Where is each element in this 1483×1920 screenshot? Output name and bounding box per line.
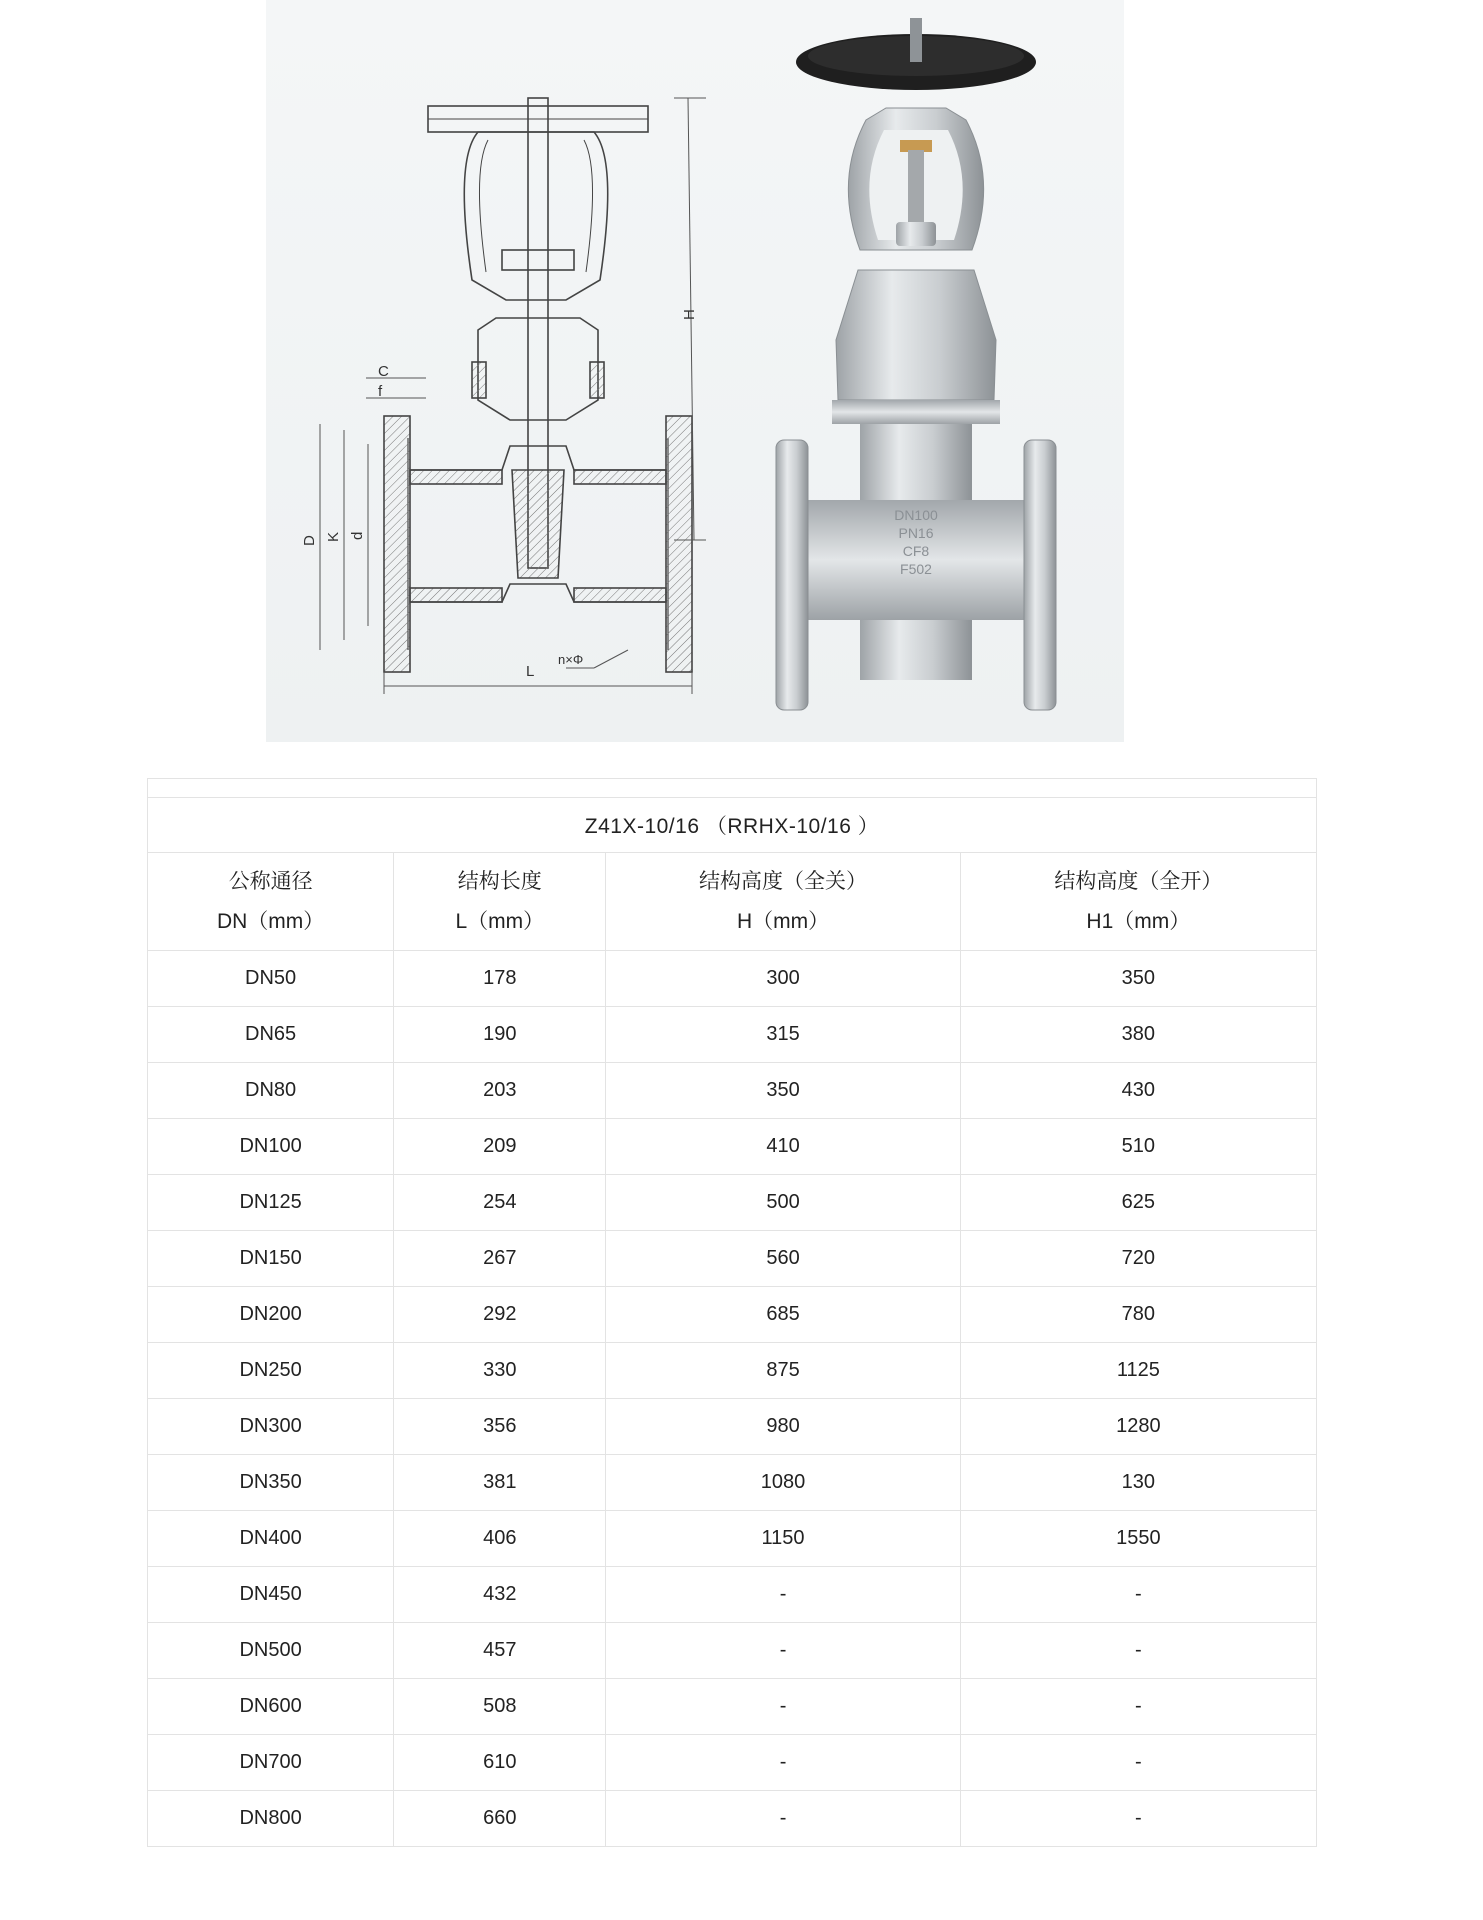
drawing-left-flange xyxy=(384,416,410,672)
table-row xyxy=(148,1735,1317,1791)
cell-length: 406 xyxy=(394,1511,606,1567)
cell-height-closed: - xyxy=(606,1679,960,1735)
dimension-label-f: f xyxy=(378,383,383,400)
cell-length: 292 xyxy=(394,1287,606,1343)
cell-dn: DN800 xyxy=(148,1791,394,1847)
left-flange xyxy=(776,440,808,710)
dimension-label-l: L xyxy=(526,663,535,680)
cell-length: 356 xyxy=(394,1399,606,1455)
table-body xyxy=(148,951,1317,1847)
cell-dn: DN400 xyxy=(148,1511,394,1567)
table-row xyxy=(148,1119,1317,1175)
bonnet xyxy=(836,270,996,400)
cell-height-open: 780 xyxy=(960,1287,1316,1343)
cell-height-open: - xyxy=(960,1623,1316,1679)
table-row xyxy=(148,1567,1317,1623)
table-row xyxy=(148,1399,1317,1455)
header-unit: DN（mm） xyxy=(216,909,325,933)
cell-dn: DN125 xyxy=(148,1175,394,1231)
cell-length: 381 xyxy=(394,1455,606,1511)
table-row xyxy=(148,1455,1317,1511)
table-title: Z41X-10/16 （RRHX-10/16 ） xyxy=(148,798,1317,853)
cell-height-open: 350 xyxy=(960,951,1316,1007)
cell-length: 254 xyxy=(394,1175,606,1231)
body-marking-material: CF8 xyxy=(902,543,930,559)
drawing-gate xyxy=(512,470,564,578)
header-height-open xyxy=(960,853,1316,951)
body-marking-size: DN100 xyxy=(894,507,938,523)
cell-height-closed: 685 xyxy=(606,1287,960,1343)
table-row xyxy=(148,1511,1317,1567)
cell-height-closed: 300 xyxy=(606,951,960,1007)
drawing-yoke xyxy=(464,132,607,300)
table-row xyxy=(148,951,1317,1007)
cell-height-closed: - xyxy=(606,1623,960,1679)
cell-dn: DN65 xyxy=(148,1007,394,1063)
dimension-label-group xyxy=(301,309,698,680)
dimension-label-holes: n×Φ xyxy=(558,652,584,667)
dimension-label-c: C xyxy=(378,363,389,380)
header-unit: H1（mm） xyxy=(1086,909,1191,933)
cell-length: 209 xyxy=(394,1119,606,1175)
spec-table xyxy=(147,778,1317,1847)
table-row xyxy=(148,1063,1317,1119)
cell-dn: DN600 xyxy=(148,1679,394,1735)
cell-length: 508 xyxy=(394,1679,606,1735)
cell-length: 610 xyxy=(394,1735,606,1791)
cell-height-closed: - xyxy=(606,1791,960,1847)
table-title-row xyxy=(148,798,1317,853)
cell-length: 457 xyxy=(394,1623,606,1679)
header-structure-length xyxy=(394,853,606,951)
body-marking-pressure: PN16 xyxy=(898,525,934,541)
cell-dn: DN450 xyxy=(148,1567,394,1623)
table-row xyxy=(148,1623,1317,1679)
table-row xyxy=(148,1007,1317,1063)
table-top-spacer xyxy=(148,779,1317,798)
header-label: 结构长度 xyxy=(457,869,542,893)
cell-height-open: - xyxy=(960,1791,1316,1847)
cell-height-closed: 980 xyxy=(606,1399,960,1455)
cell-dn: DN100 xyxy=(148,1119,394,1175)
cell-length: 203 xyxy=(394,1063,606,1119)
cell-dn: DN700 xyxy=(148,1735,394,1791)
cell-height-closed: 560 xyxy=(606,1231,960,1287)
valve-photo xyxy=(776,18,1056,710)
cell-dn: DN350 xyxy=(148,1455,394,1511)
cell-dn: DN500 xyxy=(148,1623,394,1679)
cell-height-closed: - xyxy=(606,1567,960,1623)
cell-height-open: 510 xyxy=(960,1119,1316,1175)
cell-dn: DN80 xyxy=(148,1063,394,1119)
cell-height-open: 720 xyxy=(960,1231,1316,1287)
table-row xyxy=(148,1791,1317,1847)
product-figure xyxy=(266,0,1124,742)
cell-height-closed: 1150 xyxy=(606,1511,960,1567)
cell-dn: DN150 xyxy=(148,1231,394,1287)
header-nominal-diameter xyxy=(148,853,394,951)
cell-length: 190 xyxy=(394,1007,606,1063)
cell-height-open: - xyxy=(960,1679,1316,1735)
cell-length: 178 xyxy=(394,951,606,1007)
dimension-label-d-outer: D xyxy=(301,535,318,546)
cell-length: 660 xyxy=(394,1791,606,1847)
cell-height-closed: 350 xyxy=(606,1063,960,1119)
table-row xyxy=(148,1679,1317,1735)
right-flange xyxy=(1024,440,1056,710)
drawing-right-flange xyxy=(666,416,692,672)
dimension-label-h: H xyxy=(681,309,698,320)
cell-height-open: 1280 xyxy=(960,1399,1316,1455)
cell-height-open: - xyxy=(960,1567,1316,1623)
cell-height-closed: 500 xyxy=(606,1175,960,1231)
cell-height-closed: 315 xyxy=(606,1007,960,1063)
cell-height-open: 430 xyxy=(960,1063,1316,1119)
cell-dn: DN300 xyxy=(148,1399,394,1455)
cell-height-open: 1550 xyxy=(960,1511,1316,1567)
drawing-bonnet xyxy=(478,318,598,420)
cell-length: 267 xyxy=(394,1231,606,1287)
cell-dn: DN250 xyxy=(148,1343,394,1399)
cell-dn: DN50 xyxy=(148,951,394,1007)
cell-height-open: 380 xyxy=(960,1007,1316,1063)
cell-height-closed: 1080 xyxy=(606,1455,960,1511)
valve-illustration xyxy=(266,0,1124,742)
header-label: 公称通径 xyxy=(228,869,313,893)
cell-height-open: 1125 xyxy=(960,1343,1316,1399)
cell-height-open: 130 xyxy=(960,1455,1316,1511)
cell-dn: DN200 xyxy=(148,1287,394,1343)
table-row xyxy=(148,1175,1317,1231)
table-row xyxy=(148,1231,1317,1287)
cell-length: 432 xyxy=(394,1567,606,1623)
cell-length: 330 xyxy=(394,1343,606,1399)
header-label: 结构高度（全关） xyxy=(699,869,868,893)
header-unit: L（mm） xyxy=(455,909,545,933)
table-row xyxy=(148,1287,1317,1343)
dimension-label-k: K xyxy=(325,531,342,542)
dimension-label-d-inner: d xyxy=(349,531,366,540)
header-unit: H（mm） xyxy=(736,909,830,933)
cell-height-closed: - xyxy=(606,1735,960,1791)
body-marking-code: F502 xyxy=(900,561,932,577)
cell-height-closed: 410 xyxy=(606,1119,960,1175)
header-height-closed xyxy=(606,853,960,951)
cell-height-closed: 875 xyxy=(606,1343,960,1399)
cell-height-open: 625 xyxy=(960,1175,1316,1231)
cell-height-open: - xyxy=(960,1735,1316,1791)
table-header-row xyxy=(148,853,1317,951)
table-row xyxy=(148,1343,1317,1399)
header-label: 结构高度（全开） xyxy=(1054,869,1223,893)
